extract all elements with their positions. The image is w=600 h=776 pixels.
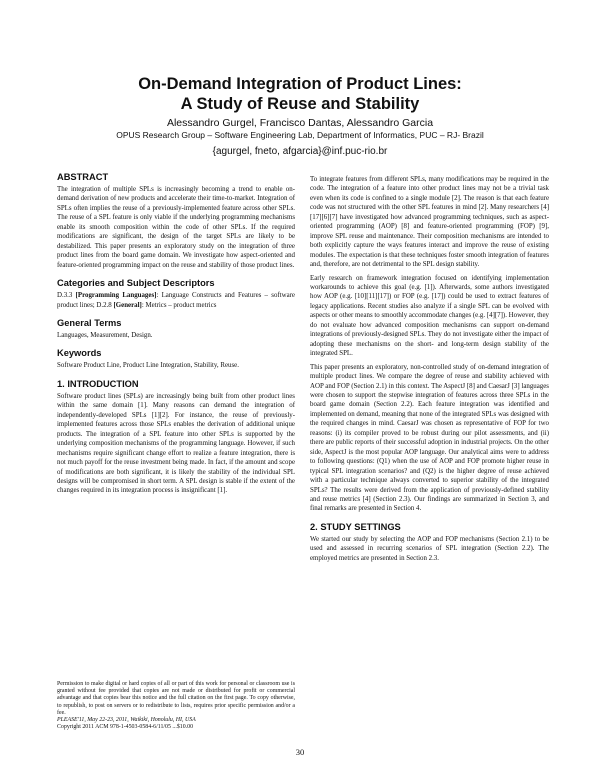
authors: Alessandro Gurgel, Francisco Dantas, Alessandro Garcia — [166, 117, 434, 129]
abstract-heading: ABSTRACT — [57, 172, 109, 182]
right-column — [310, 175, 549, 563]
introduction-heading: 1. INTRODUCTION — [57, 378, 139, 389]
study-settings-text: We started our study by selecting the AOP and FOP mechanisms (Section 2.1) to be used and assessed in recurring scenarios of SPL integration (Section 2.2). The employed metrics are presented in Section 2.3. — [310, 535, 549, 562]
title-line-1: On-Demand Integration of Product Lines: — [138, 75, 462, 93]
categories-text-1: : Language Constructs and Features – software product lines; D.2.8 — [57, 292, 295, 309]
categories-text-2: : Metrics – product metrics — [141, 301, 217, 309]
categories-heading: Categories and Subject Descriptors — [57, 278, 215, 289]
author-emails: {agurgel, fneto, afgarcia}@inf.puc-rio.br — [212, 146, 388, 157]
body-paragraph: This paper presents an exploratory, non-controlled study of on-demand integration of multiple product lines. We compare the degree of reuse and stability achieved with AOP and FOP (Section 2.1) in this context. The AspectJ [8] and CaesarJ [3] languages were chosen to support the stepwise integration of features across three SPLs in the board game domain (Section 2.2). Each feature integration was identified and implemented on demand, meaning that none of the integrated SPLs was designed with the required changes in mind. CaesarJ was chosen as representative of FOP for two reasons: (i) its compiler proved to be robust during our pilot assessments, and (ii) there are public reports of their successful adoption in industrial projects. On the other side, AspectJ is the most popular AOP language. Our analytical aims were to address to following questions: (Q1) when the use of AOP and FOP promote higher reuse in typical SPL integration scenarios? and (Q2) is the higher degree of reuse achieved with a particular technique always converted to superior stability of the integrated SPLs? The results were derived from the application of previously-defined stability and reuse metrics [4] (Section 2.3). Our findings are summarized in Section 3, and final remarks are presented in Section 4. — [310, 363, 549, 513]
page-number: 30 — [295, 747, 305, 757]
categories-bold-2: [General] — [113, 301, 142, 309]
copyright-line: Copyright 2011 ACM 978-1-4503-0584-6/11/05 ...$10.00 — [57, 724, 194, 731]
left-column — [57, 172, 295, 496]
categories-bold-1: [Programming Languages] — [75, 292, 157, 300]
affiliation: OPUS Research Group – Software Engineering Lab, Department of Informatics, PUC – RJ- Brazil — [116, 130, 484, 140]
categories-code: D.3.3 — [57, 292, 73, 300]
conference-info: PLEASE'11, May 22-23, 2011, Waikiki, Honolulu, HI, USA — [57, 717, 196, 724]
keywords-text: Software Product Line, Product Line Integration, Stability, Reuse. — [57, 362, 239, 370]
categories-text — [57, 291, 295, 310]
permission-notice: Permission to make digital or hard copies of all or part of this work for personal or classroom use is granted without fee provided that copies are not made or distributed for profit or commercial advantage and that copies bear this notice and the full citation on the first page. To copy otherwise, to republish, to post on servers or to redistribute to lists, requires prior specific permission and/or a fee. — [57, 681, 295, 716]
keywords-heading: Keywords — [57, 348, 102, 359]
study-settings-heading: 2. STUDY SETTINGS — [310, 521, 401, 532]
general-terms-heading: General Terms — [57, 317, 122, 328]
general-terms-text: Languages, Measurement, Design. — [57, 331, 153, 339]
body-paragraph: To integrate features from different SPLs, many modifications may be required in the code. The integration of a feature into other product lines may not be a trivial task even when its code is confined to a single module [2]. The reason is that each feature code was not structured with the other SPL features in mind [2]. Many researchers [4][17][6][7] have investigated how advanced programming techniques, such as aspect-oriented programming (AOP) [8] and feature-oriented programming (FOP) [9], improve SPL reuse and maintenance. Their composition mechanisms are intended to both explicitly capture the ways features interact and improve the reuse of existing modules. The expectation is that these techniques foster smooth integration of features and, therefore, are not detrimental to the SPL design stability. — [310, 176, 549, 269]
title-line-2: A Study of Reuse and Stability — [180, 95, 420, 113]
abstract-text: The integration of multiple SPLs is increasingly becoming a trend to enable on-demand derivation of new products and accelerate their time-to-market. Integration of SPLs often implies the reuse of a previously-implemented feature across other SPLs. The reuse of a SPL feature is only viable if the underlying programming mechanisms enable its smooth composition within the code of other SPLs. If the required modifications are significant, the design of the target SPLs are likely to be destabilized. This paper presents an exploratory study on the integration of three product lines from the board game domain. We investigate how aspect-oriented and feature-oriented programming impact on the reuse and stability of those product lines. — [57, 186, 295, 269]
paper-title — [0, 74, 600, 114]
body-paragraph: Early research on framework integration focused on identifying implementation workarounds to achieve this goal (e.g. [1]). Afterwards, some authors investigated how AOP (e.g. [10][11][17]) or FOP (e.g. [17]) could be used to extract features of legacy applications. Recent studies also analyze if a single SPL can be evolved with aspects or other means to smoothly accommodate changes (e.g. [4][7]). However, they do not evaluate how advanced composition mechanisms can support on-demand integrations of previously-designed SPLs. They do not investigate either the impact of adopting these mechanisms on the short- and long-term design stability of the integrated SPL. — [310, 274, 549, 358]
introduction-paragraph: Software product lines (SPLs) are increasingly being built from other product lines within the same domain [1]. Many reasons can demand the integration of independently-developed SPLs [1][2]. For instance, the reuse of previously-implemented features across those SPLs enables the derivation of additional unique products. The integration of a SPL feature into other SPLs is supported by the underlying composition mechanisms of the programming language. However, if such mechanisms require significant change effort to realize a feature integration, there is not much payoff for the reuse investment being made. In fact, if the amount and scope of modifications are both significant, it is likely the stability of the individual SPL designs will be compromised in short term. A SPL design is stable if the extent of the changes required in its integration process is insignificant [1]. — [57, 392, 295, 495]
copyright-footnote — [57, 681, 295, 731]
